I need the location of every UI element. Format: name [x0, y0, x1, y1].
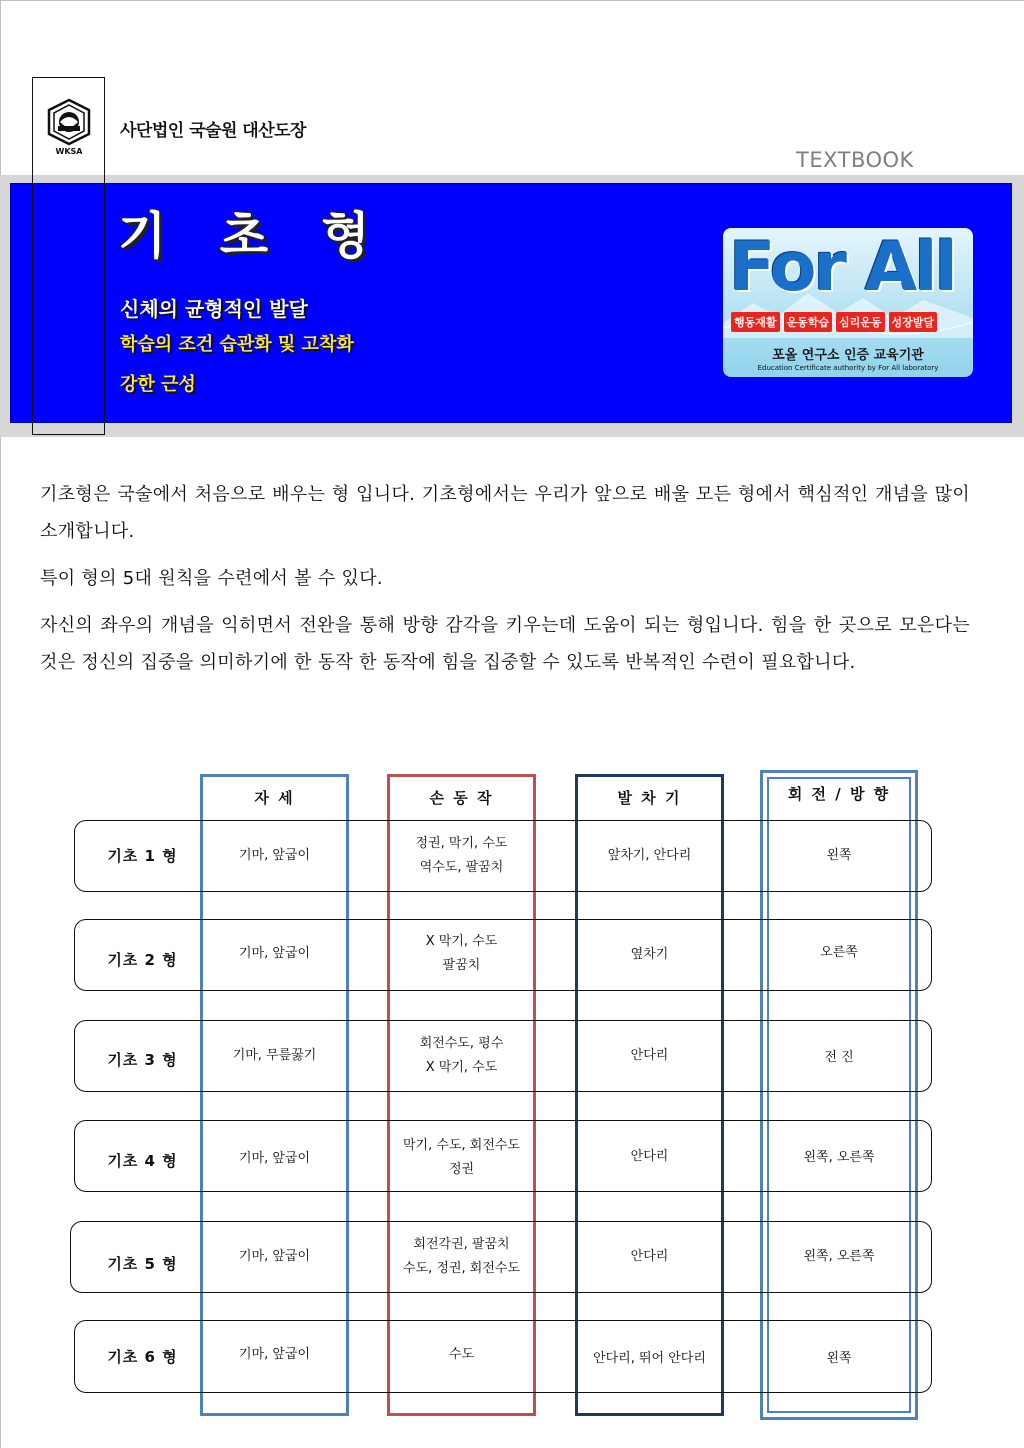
cell-stance: 기마, 앞굽이 [238, 1347, 311, 1362]
forall-cert-korean: 포올 연구소 인증 교육기관 [772, 348, 924, 363]
forall-wordmark: For All [729, 228, 955, 307]
cell-hand-line2: 수도, 정권, 회전수도 [403, 1261, 520, 1276]
forall-badge [723, 228, 973, 377]
row-name: 기초 2 형 [107, 951, 178, 969]
cell-kick: 옆차기 [630, 947, 669, 962]
banner-subtitle-3: 강한 근성 [120, 374, 196, 395]
cell-stance: 기마, 무릎꿇기 [232, 1048, 317, 1063]
cell-turn: 왼쪽, 오른쪽 [803, 1249, 875, 1264]
cell-kick: 안다리 [630, 1048, 669, 1063]
intro-paragraph-3: 자신의 좌우의 개념을 익히면서 전완을 통해 방향 감각을 키우는데 도움이 되는 형입니다. 힘을 한 곳으로 모은다는 것은 정신의 집중을 의미하기에 한 동작 한 동작에 힘을 집중할 수 있도록 반복적인 수련이 필요합니다. [40, 615, 970, 673]
cell-hand-line2: 팔꿈치 [442, 958, 481, 973]
cell-turn: 왼쪽, 오른쪽 [803, 1150, 875, 1165]
page-title: 기 초 형 [118, 207, 388, 265]
header-stance: 자 세 [254, 789, 295, 807]
cell-stance: 기마, 앞굽이 [238, 848, 311, 863]
forall-tag: 성장발달 [889, 312, 938, 332]
forall-cert-english: Education Certificate authority by For All laboratory [757, 364, 939, 372]
textbook-label: TEXTBOOK [796, 148, 914, 172]
banner-subtitle-1: 신체의 균형적인 발달 [120, 297, 308, 321]
cell-hand-line2: X 막기, 수도 [425, 1060, 498, 1075]
cell-hand-line1: 수도 [448, 1347, 475, 1362]
cell-turn: 왼쪽 [826, 1351, 852, 1366]
forall-tags [731, 312, 937, 332]
row-name: 기초 5 형 [107, 1255, 178, 1273]
banner-subtitle-2: 학습의 조건 습관화 및 고착화 [120, 334, 354, 355]
cell-kick: 앞차기, 안다리 [607, 848, 692, 863]
intro-paragraph-2: 특이 형의 5대 원칙을 수련에서 볼 수 있다. [40, 568, 383, 589]
cell-turn: 왼쪽 [826, 848, 852, 863]
cell-hand-line1: 막기, 수도, 회전수도 [403, 1138, 520, 1153]
cell-hand-line1: 정권, 막기, 수도 [415, 836, 508, 851]
cell-turn: 오른쪽 [820, 945, 858, 960]
cell-hand-line1: 회전각권, 팔꿈치 [413, 1237, 510, 1252]
cell-hand-line1: 회전수도, 평수 [419, 1036, 504, 1051]
cell-kick: 안다리 [630, 1249, 669, 1264]
row-name: 기초 3 형 [107, 1051, 178, 1069]
cell-kick: 안다리 [630, 1149, 669, 1164]
cell-turn: 전 진 [824, 1050, 854, 1065]
cell-kick: 안다리, 뛰어 안다리 [593, 1351, 706, 1366]
banner-outline-box [32, 77, 105, 435]
cell-hand-line2: 역수도, 팔꿈치 [419, 860, 504, 875]
intro-paragraph-1: 기초형은 국술에서 처음으로 배우는 형 입니다. 기초형에서는 우리가 앞으로 배울 모든 형에서 핵심적인 개념을 많이 소개합니다. [40, 484, 970, 542]
logo-text: WKSA [55, 147, 83, 156]
page-top-border [0, 0, 1024, 1]
cell-stance: 기마, 앞굽이 [238, 1249, 311, 1264]
header-kick: 발 차 기 [617, 789, 682, 807]
cell-hand-line2: 정권 [448, 1162, 475, 1177]
header-hand: 손 동 작 [429, 789, 494, 807]
cell-hand-line1: X 막기, 수도 [425, 934, 498, 949]
row-name: 기초 4 형 [107, 1152, 178, 1170]
forall-tag: 심리운동 [836, 312, 885, 332]
cell-stance: 기마, 앞굽이 [238, 1151, 311, 1166]
organization-name: 사단법인 국술원 대산도장 [120, 121, 306, 141]
forall-tag: 행동재활 [731, 312, 780, 332]
forall-tag: 운동학습 [784, 312, 833, 332]
header-turn: 회 전 / 방 향 [787, 785, 891, 803]
cell-stance: 기마, 앞굽이 [238, 946, 311, 961]
row-name: 기초 6 형 [107, 1348, 178, 1366]
row-name: 기초 1 형 [107, 847, 178, 865]
